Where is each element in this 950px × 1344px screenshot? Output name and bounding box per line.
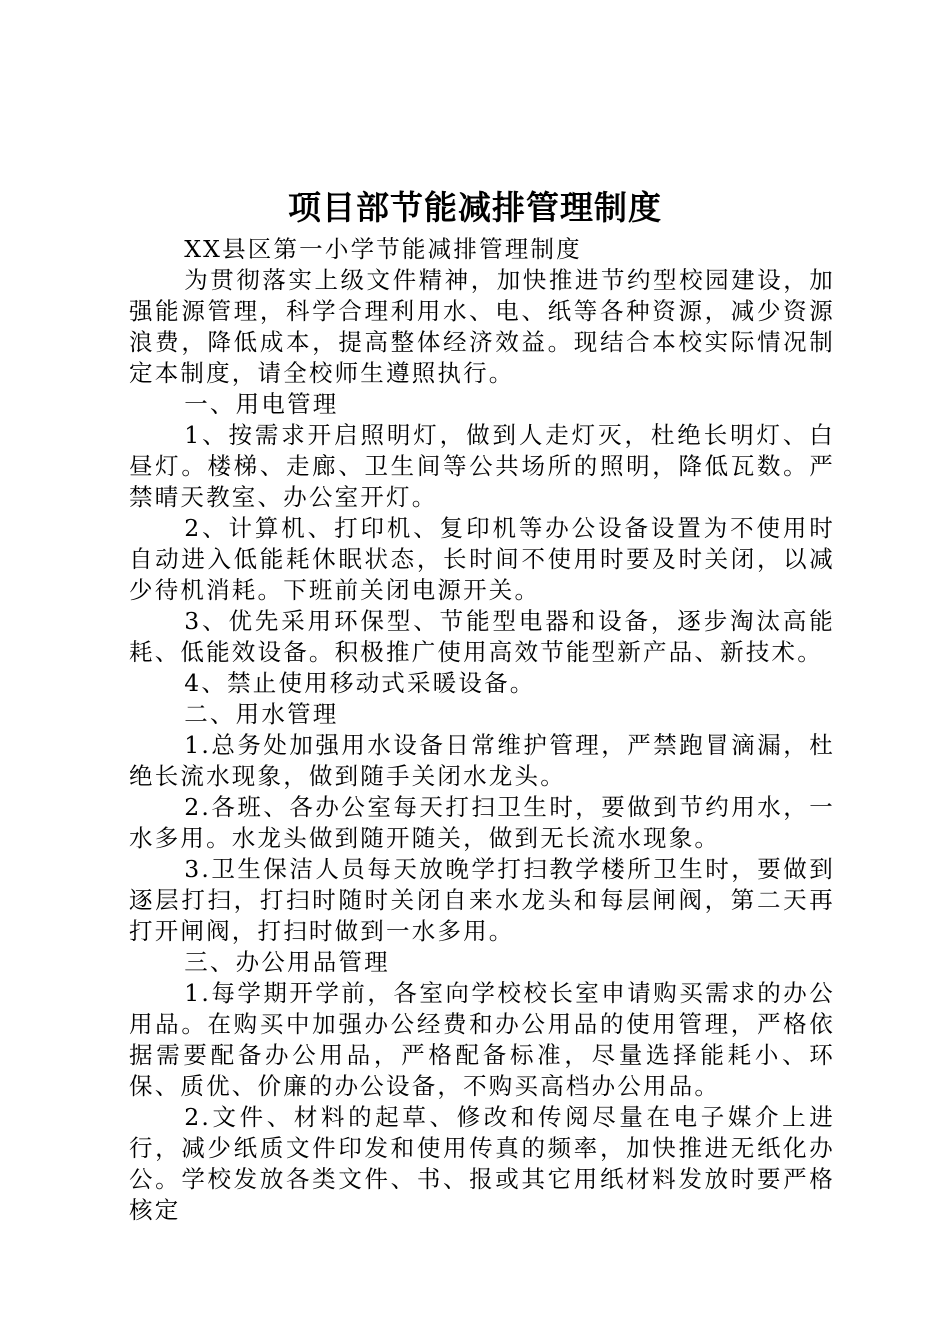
document-body (129, 234, 835, 1226)
document-title: 项目部节能减排管理制度 (288, 188, 662, 227)
paragraph-subtitle: XX县区第一小学节能减排管理制度 (184, 235, 582, 263)
paragraph-intro: 为贯彻落实上级文件精神，加快推进节约型校园建设，加强能源管理，科学合理利用水、电、纸等各种资源，减少资源浪费，降低成本，提高整体经济效益。现结合本校实际情况制定本制度，请全校师生遵照执行。 (129, 266, 835, 387)
section-heading-office-supplies: 三、办公用品管理 (184, 948, 390, 976)
paragraph: 3.卫生保洁人员每天放晚学打扫教学楼所卫生时，要做到逐层打扫，打扫时随时关闭自来水龙头和每层闸阀，第二天再打开闸阀，打扫时做到一水多用。 (129, 855, 835, 945)
paragraph: 2.各班、各办公室每天打扫卫生时，要做到节约用水，一水多用。水龙头做到随开随关，做到无长流水现象。 (129, 793, 835, 852)
paragraph: 4、禁止使用移动式采暖设备。 (184, 669, 536, 697)
section-heading-electricity: 一、用电管理 (184, 390, 339, 418)
paragraph: 1.每学期开学前，各室向学校校长室申请购买需求的办公用品。在购买中加强办公经费和办公用品的使用管理，严格依据需要配备办公用品，严格配备标准，尽量选择能耗小、环保、质优、价廉的办公设备，不购买高档办公用品。 (129, 979, 835, 1100)
section-heading-water: 二、用水管理 (184, 700, 339, 728)
paragraph: 1、按需求开启照明灯，做到人走灯灭，杜绝长明灯、白昼灯。楼梯、走廊、卫生间等公共场所的照明，降低瓦数。严禁晴天教室、办公室开灯。 (129, 421, 835, 511)
paragraph: 2、计算机、打印机、复印机等办公设备设置为不使用时自动进入低能耗休眠状态，长时间不使用时要及时关闭，以减少待机消耗。下班前关闭电源开关。 (129, 514, 835, 604)
paragraph: 3、优先采用环保型、节能型电器和设备，逐步淘汰高能耗、低能效设备。积极推广使用高效节能型新产品、新技术。 (129, 607, 835, 666)
paragraph: 1.总务处加强用水设备日常维护管理，严禁跑冒滴漏，杜绝长流水现象，做到随手关闭水龙头。 (129, 731, 835, 790)
paragraph: 2.文件、材料的起草、修改和传阅尽量在电子媒介上进行，减少纸质文件印发和使用传真的频率，加快推进无纸化办公。学校发放各类文件、书、报或其它用纸材料发放时要严格核定 (129, 1103, 835, 1224)
